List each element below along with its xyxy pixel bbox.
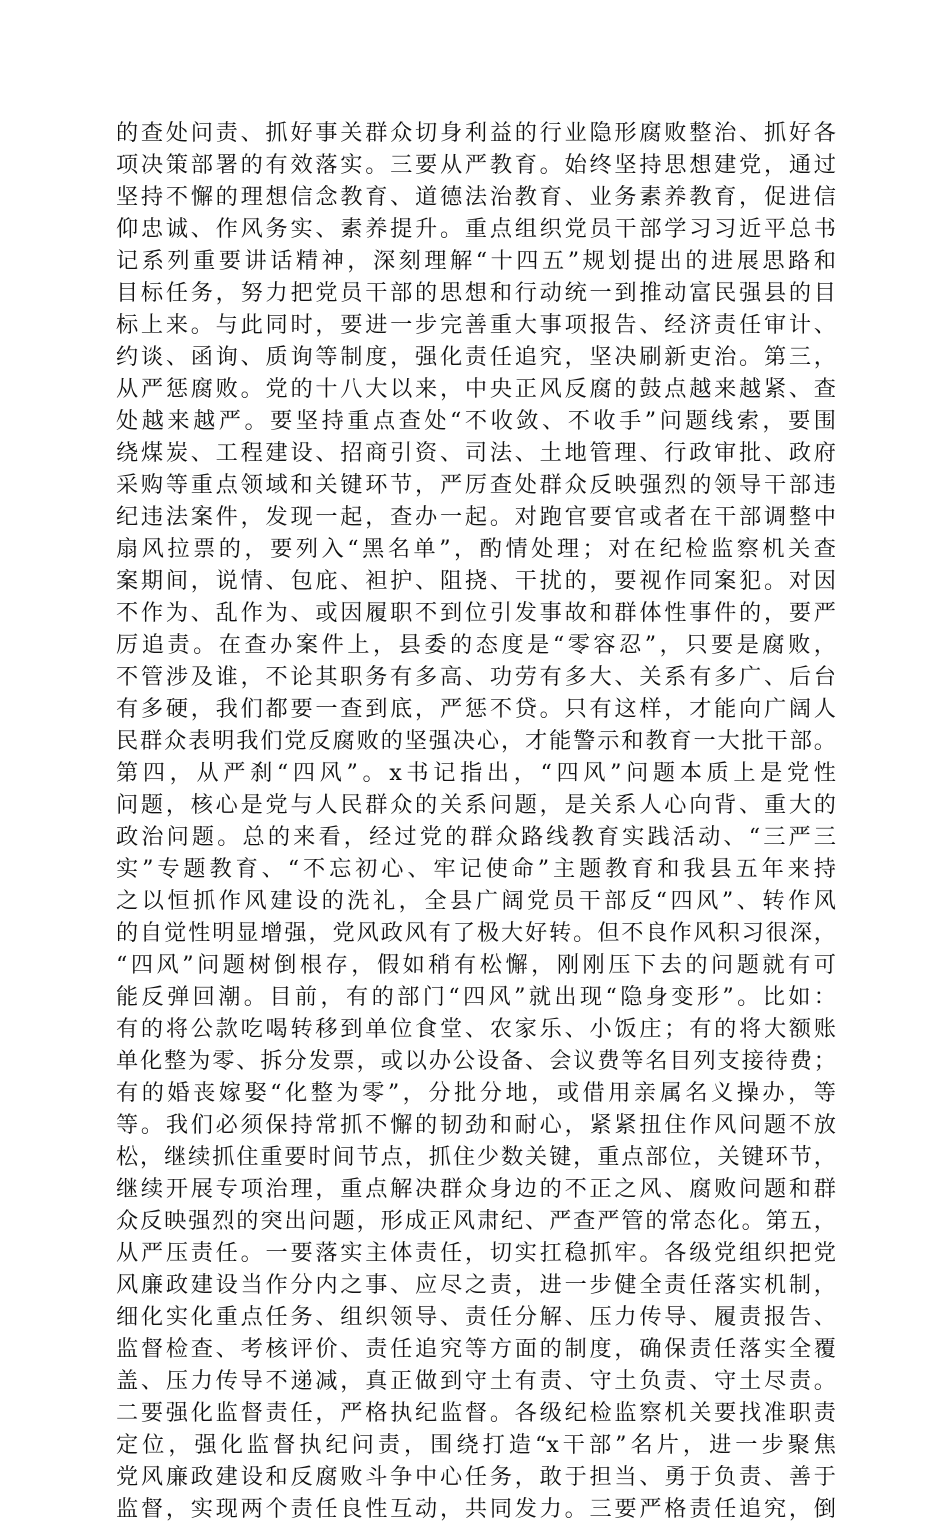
text-line: 监督，实现两个责任良性互动，共同发力。三要严格责任追究，倒 [116, 1496, 836, 1522]
text-line: 有的婚丧嫁娶“化整为零”，分批分地，或借用亲属名义操办，等 [116, 1080, 836, 1106]
text-line: 纪违法案件，发现一起，查办一起。对跑官要官或者在干部调整中 [116, 504, 836, 530]
text-line: 从严惩腐败。党的十八大以来，中央正风反腐的鼓点越来越紧、查 [116, 376, 836, 402]
text-line: 等。我们必须保持常抓不懈的韧劲和耐心，紧紧扭住作风问题不放 [116, 1112, 836, 1138]
text-line: 有的将公款吃喝转移到单位食堂、农家乐、小饭庄；有的将大额账 [116, 1016, 836, 1042]
text-line: 二要强化监督责任，严格执纪监督。各级纪检监察机关要找准职责 [116, 1400, 836, 1426]
text-line: 的自觉性明显增强，党风政风有了极大好转。但不良作风积习很深， [116, 920, 836, 946]
text-line: 的查处问责、抓好事关群众切身利益的行业隐形腐败整治、抓好各 [116, 120, 836, 146]
text-line: 项决策部署的有效落实。三要从严教育。始终坚持思想建党，通过 [116, 152, 836, 178]
text-line: 不作为、乱作为、或因履职不到位引发事故和群体性事件的，要严 [116, 600, 836, 626]
text-line: 民群众表明我们党反腐败的坚强决心，才能警示和教育一大批干部。 [116, 728, 836, 754]
text-line: 仰忠诚、作风务实、素养提升。重点组织党员干部学习习近平总书 [116, 216, 836, 242]
text-line: 处越来越严。要坚持重点查处“不收敛、不收手”问题线索，要围 [116, 408, 836, 434]
text-line: 目标任务，努力把党员干部的思想和行动统一到推动富民强县的目 [116, 280, 836, 306]
text-line: 单化整为零、拆分发票，或以办公设备、会议费等名目列支接待费； [116, 1048, 836, 1074]
text-line: 监督检查、考核评价、责任追究等方面的制度，确保责任落实全覆 [116, 1336, 836, 1362]
text-line: 绕煤炭、工程建设、招商引资、司法、土地管理、行政审批、政府 [116, 440, 836, 466]
text-line: “四风”问题树倒根存，假如稍有松懈，刚刚压下去的问题就有可 [116, 952, 836, 978]
text-line: 从严压责任。一要落实主体责任，切实扛稳抓牢。各级党组织把党 [116, 1240, 836, 1266]
text-line: 扇风拉票的，要列入“黑名单”，酌情处理；对在纪检监察机关查 [116, 536, 836, 562]
text-line: 松，继续抓住重要时间节点，抓住少数关键，重点部位，关键环节， [116, 1144, 836, 1170]
text-line: 政治问题。总的来看，经过党的群众路线教育实践活动、“三严三 [116, 824, 836, 850]
body-paragraph [116, 117, 836, 1525]
text-line: 继续开展专项治理，重点解决群众身边的不正之风、腐败问题和群 [116, 1176, 836, 1202]
text-line: 约谈、函询、质询等制度，强化责任追究，坚决刷新吏治。第三， [116, 344, 836, 370]
text-line: 坚持不懈的理想信念教育、道德法治教育、业务素养教育，促进信 [116, 184, 836, 210]
text-line: 盖、压力传导不递减，真正做到守土有责、守土负责、守土尽责。 [116, 1368, 836, 1394]
text-line: 不管涉及谁，不论其职务有多高、功劳有多大、关系有多广、后台 [116, 664, 836, 690]
text-line: 第四，从严刹“四风”。x书记指出，“四风”问题本质上是党性 [116, 760, 836, 786]
text-line: 之以恒抓作风建设的洗礼，全县广阔党员干部反“四风”、转作风 [116, 888, 836, 914]
text-line: 定位，强化监督执纪问责，围绕打造“x干部”名片，进一步聚焦 [116, 1432, 836, 1458]
text-line: 有多硬，我们都要一查到底，严惩不贷。只有这样，才能向广阔人 [116, 696, 836, 722]
text-line: 能反弹回潮。目前，有的部门“四风”就出现“隐身变形”。比如： [116, 984, 836, 1010]
text-line: 风廉政建设当作分内之事、应尽之责，进一步健全责任落实机制， [116, 1272, 836, 1298]
text-line: 采购等重点领域和关键环节，严厉查处群众反映强烈的领导干部违 [116, 472, 836, 498]
text-line: 标上来。与此同时，要进一步完善重大事项报告、经济责任审计、 [116, 312, 836, 338]
text-line: 记系列重要讲话精神，深刻理解“十四五”规划提出的进展思路和 [116, 248, 836, 274]
text-line: 实”专题教育、“不忘初心、牢记使命”主题教育和我县五年来持 [116, 856, 836, 882]
text-line: 党风廉政建设和反腐败斗争中心任务，敢于担当、勇于负责、善于 [116, 1464, 836, 1490]
text-line: 细化实化重点任务、组织领导、责任分解、压力传导、履责报告、 [116, 1304, 836, 1330]
text-line: 问题，核心是党与人民群众的关系问题，是关系人心向背、重大的 [116, 792, 836, 818]
text-line: 厉追责。在查办案件上，县委的态度是“零容忍”，只要是腐败， [116, 632, 836, 658]
text-line: 众反映强烈的突出问题，形成正风肃纪、严查严管的常态化。第五， [116, 1208, 836, 1234]
text-line: 案期间，说情、包庇、袒护、阻挠、干扰的，要视作同案犯。对因 [116, 568, 836, 594]
